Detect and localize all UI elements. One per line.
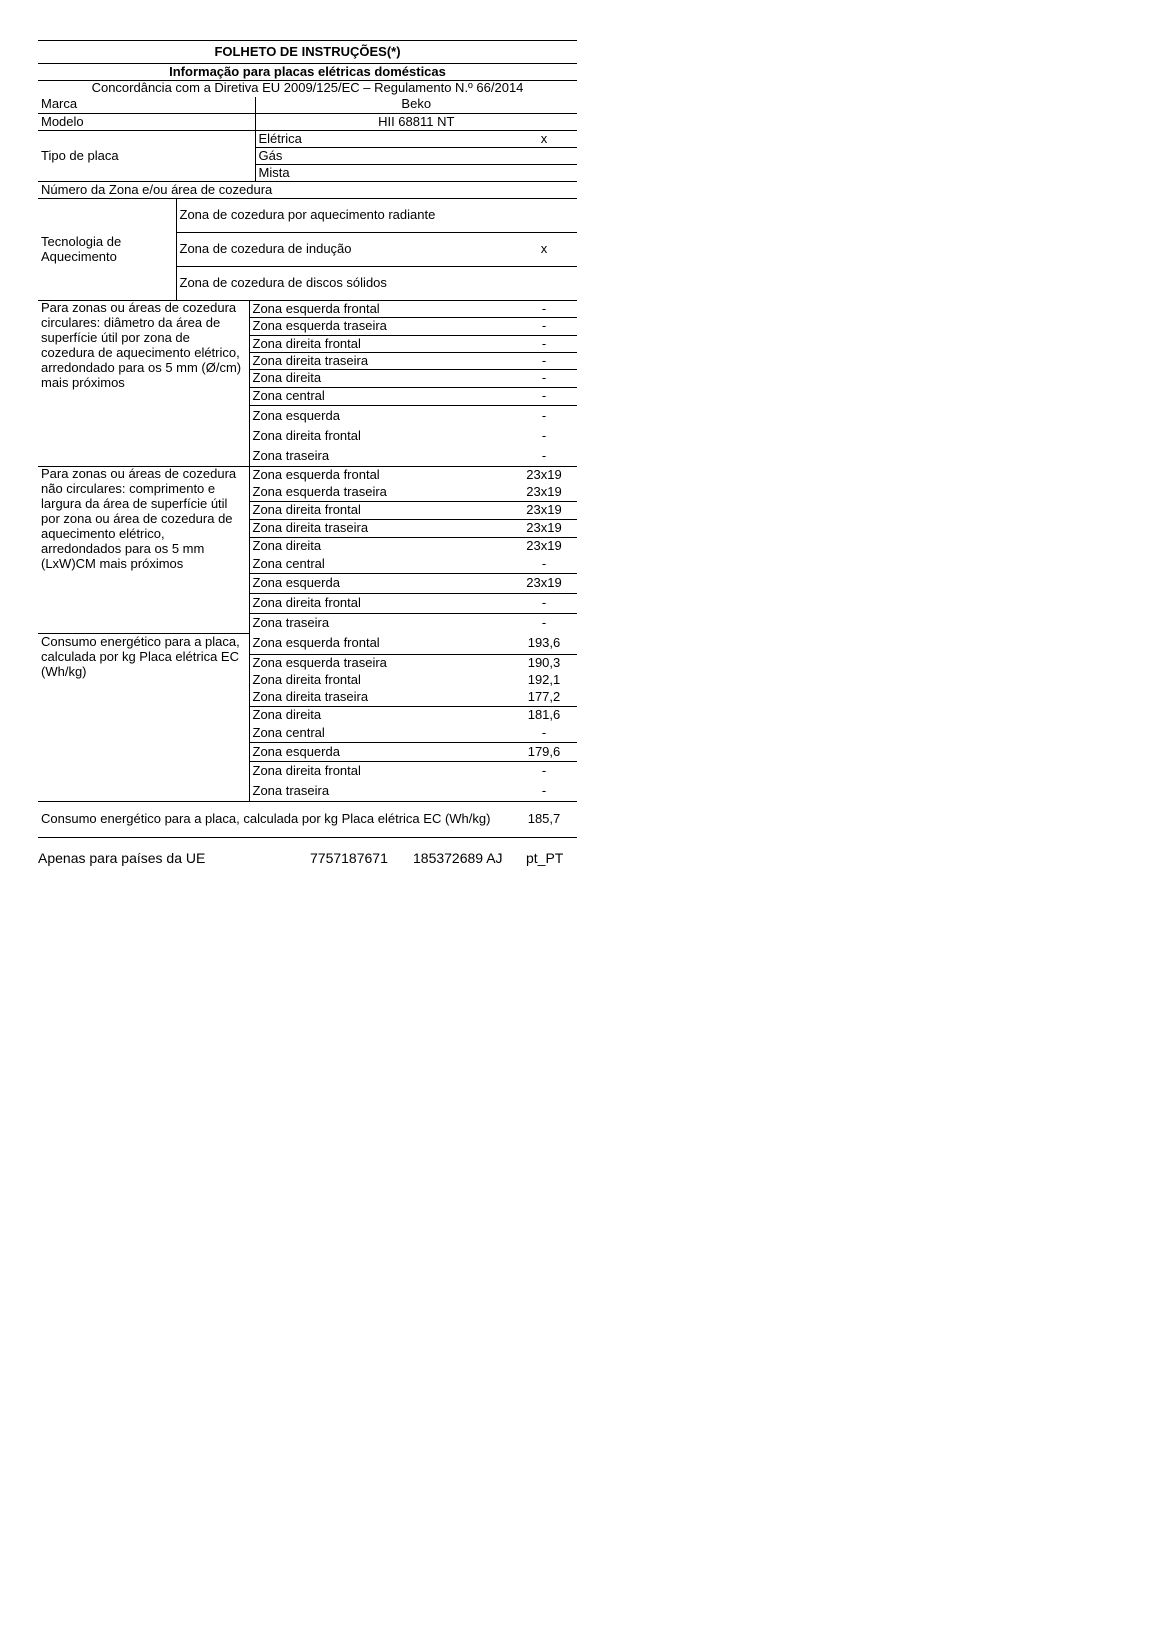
fiche-footer: [38, 850, 577, 870]
heating-tech-label: Tecnologia de Aquecimento: [38, 199, 176, 301]
eu-only-note: Apenas para países da UE: [38, 850, 206, 866]
directive-line: Concordância com a Diretiva EU 2009/125/EC – Regulamento N.º 66/2014: [91, 80, 524, 96]
energy-total-value: 185,7: [511, 802, 577, 838]
zone-name: Zona direita frontal: [252, 763, 361, 779]
hob-type-option: Mista: [255, 165, 511, 182]
document-code: 185372689 AJ: [413, 850, 503, 866]
hob-type-mark: [511, 148, 577, 165]
zone-name: Zona esquerda: [252, 407, 340, 423]
zone-name: Zona direita traseira: [249, 520, 511, 538]
zone-value: -: [541, 428, 547, 444]
hob-type-mark: x: [511, 131, 577, 148]
hob-type-mark: [511, 165, 577, 182]
zone-value: -: [541, 615, 547, 631]
zone-name: Zona central: [249, 388, 511, 406]
zone-name: Zona traseira: [249, 782, 511, 802]
heating-tech-option: Zona de cozedura de indução: [176, 233, 511, 267]
zone-name: Zona direita traseira: [249, 690, 511, 707]
energy-total-label: Consumo energético para a placa, calculada por kg Placa elétrica EC (Wh/kg): [38, 802, 511, 838]
heating-tech-option: Zona de cozedura por aquecimento radiante: [176, 199, 511, 233]
zone-name: Zona direita: [252, 707, 322, 723]
zone-name: Zona esquerda: [249, 743, 511, 762]
zone-value: 193,6: [511, 634, 577, 655]
zone-value: -: [541, 407, 547, 423]
zone-name: Zona esquerda traseira: [249, 485, 511, 502]
heating-tech-option: Zona de cozedura de discos sólidos: [176, 267, 511, 301]
noncircular-label: Para zonas ou áreas de cozedura não circulares: comprimento e largura da área de superfície útil por zona ou área de cozedura de aquecimento elétrico, arredondados para os 5 mm (LxW)CM mais próximos: [38, 467, 249, 634]
zone-name: Zona esquerda: [249, 574, 511, 594]
zone-count-label: Número da Zona e/ou área de cozedura: [38, 182, 577, 199]
heating-tech-mark: x: [511, 233, 577, 267]
hob-type-label: Tipo de placa: [38, 131, 255, 182]
fiche-subtitle: Informação para placas elétricas domésticas: [38, 64, 577, 81]
energy-zone-label: Consumo energético para a placa, calculada por kg Placa elétrica EC (Wh/kg): [38, 634, 249, 802]
fiche-title: FOLHETO DE INSTRUÇÕES(*): [38, 41, 577, 64]
product-code: 7757187671: [310, 850, 388, 866]
zone-name: Zona esquerda traseira: [249, 318, 511, 336]
zone-name: Zona direita frontal: [249, 336, 511, 353]
brand-value: Beko: [255, 97, 577, 114]
zone-value: 23x19: [511, 502, 577, 520]
zone-name: Zona central: [249, 556, 511, 574]
zone-value: 23x19: [511, 485, 577, 502]
zone-value: -: [511, 370, 577, 388]
zone-name: Zona direita: [249, 370, 511, 388]
zone-value: 179,6: [511, 743, 577, 762]
zone-value: -: [511, 301, 577, 318]
zone-name: Zona direita: [252, 538, 322, 554]
brand-label: Marca: [41, 96, 78, 112]
zone-name: Zona traseira: [252, 615, 330, 631]
heating-tech-mark: [511, 199, 577, 233]
zone-value: -: [511, 336, 577, 353]
zone-name: Zona esquerda traseira: [252, 654, 387, 670]
zone-value: 23x19: [511, 520, 577, 538]
zone-value: -: [511, 556, 577, 574]
zone-name: Zona direita frontal: [252, 672, 361, 688]
zone-value: -: [511, 782, 577, 802]
zone-name: Zona direita frontal: [252, 428, 361, 444]
zone-name: Zona direita frontal: [249, 594, 511, 614]
zone-value: 192,1: [527, 672, 561, 688]
hob-type-option: Gás: [255, 148, 511, 165]
zone-value: -: [541, 763, 547, 779]
zone-value: 190,3: [527, 654, 561, 670]
zone-value: -: [511, 353, 577, 370]
fiche-table: [38, 40, 577, 838]
hob-type-option: Elétrica: [255, 131, 511, 148]
zone-value: 181,6: [527, 707, 561, 723]
zone-value: 23x19: [526, 467, 562, 483]
circular-label: Para zonas ou áreas de cozedura circulares: diâmetro da área de superfície útil por zona de cozedura de aquecimento elétrico, arredondado para os 5 mm (Ø/cm) mais próximos: [38, 301, 249, 467]
zone-value: -: [511, 725, 577, 743]
zone-name: Zona esquerda frontal: [249, 634, 511, 655]
zone-value: -: [511, 388, 577, 406]
zone-name: Zona direita frontal: [249, 502, 511, 520]
model-value: HII 68811 NT: [255, 114, 577, 131]
zone-name: Zona esquerda frontal: [252, 467, 380, 483]
zone-name: Zona traseira: [249, 447, 511, 467]
zone-value: 177,2: [511, 690, 577, 707]
locale-code: pt_PT: [526, 850, 564, 866]
zone-name: Zona direita traseira: [249, 353, 511, 370]
zone-name: Zona central: [249, 725, 511, 743]
zone-value: 23x19: [526, 538, 562, 554]
heating-tech-mark: [511, 267, 577, 301]
zone-value: -: [511, 594, 577, 614]
zone-value: 23x19: [511, 574, 577, 594]
zone-name: Zona esquerda frontal: [249, 301, 511, 318]
zone-value: -: [511, 447, 577, 467]
product-fiche: [38, 40, 577, 838]
model-label: Modelo: [38, 114, 255, 131]
zone-value: -: [511, 318, 577, 336]
